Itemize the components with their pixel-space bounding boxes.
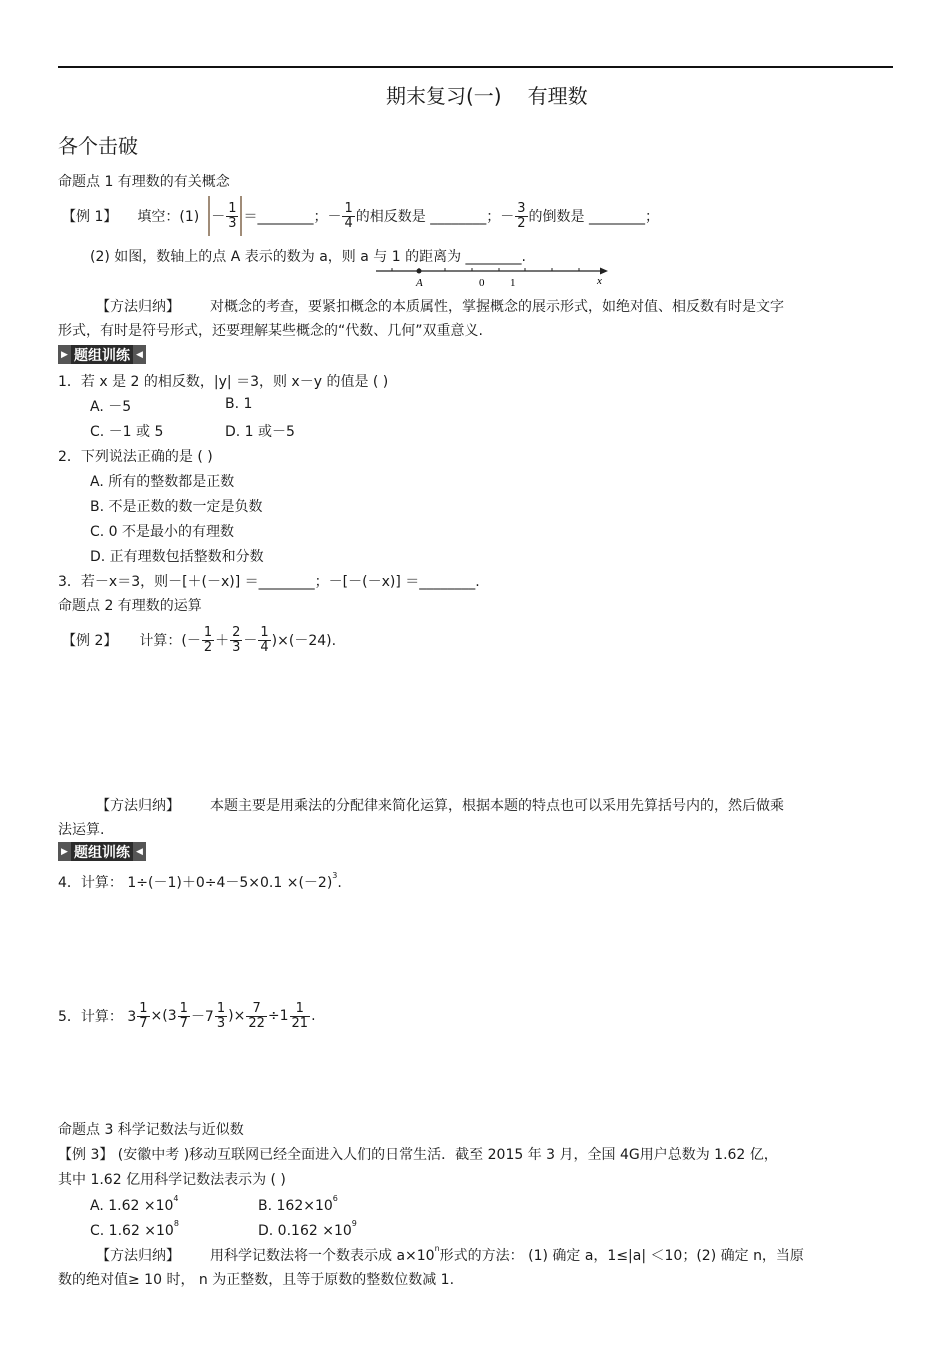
label-one: 1 bbox=[510, 277, 516, 289]
label-a: A bbox=[416, 277, 423, 289]
method-1-line-1 bbox=[96, 296, 784, 316]
method-1-label: 【方法归纳】 bbox=[96, 299, 180, 315]
abs-bar-right bbox=[240, 196, 242, 236]
abs-bar-left bbox=[208, 196, 210, 236]
fraction-one-half: $\frac{1}{2}$ bbox=[203, 624, 213, 655]
fraction-one-third: $\frac{1}{3}$ bbox=[228, 200, 237, 231]
fraction-seven-22nds: $\frac{7}{22}$ bbox=[248, 1000, 265, 1031]
fraction-one-21st: $\frac{1}{21}$ bbox=[291, 1000, 309, 1031]
label-zero: 0 bbox=[479, 277, 485, 289]
question-4-text: 4．计算： 1÷(－1)＋0÷4－5×0.1 ×(－2) bbox=[58, 875, 333, 891]
method-3-label: 【方法归纳】 bbox=[96, 1248, 180, 1264]
method-1-text-1: 对概念的考查，要紧扣概念的本质属性，掌握概念的展示形式，如绝对值、相反数有时是文字 bbox=[210, 299, 784, 315]
exercise-group-badge-1 bbox=[58, 345, 146, 364]
exercise-group-badge-2 bbox=[58, 842, 146, 861]
question-5-mid-4: ÷1 bbox=[267, 1008, 289, 1024]
topic-3-heading: 命题点 3 科学记数法与近似数 bbox=[58, 1122, 244, 1138]
example-1-part-c: 的倒数是 ________； bbox=[528, 209, 659, 225]
question-5-end: . bbox=[311, 1008, 316, 1024]
fraction-one-third-2: $\frac{1}{3}$ bbox=[216, 1000, 226, 1031]
badge-left-arrow-icon: ▶ bbox=[58, 842, 71, 861]
method-3-text-1a: 用科学记数法将一个数表示成 a×10 bbox=[210, 1248, 435, 1264]
example-3-option-b: B. $162\times 10^6$ bbox=[258, 1194, 338, 1214]
question-5-mid-1: ×(3 bbox=[150, 1008, 177, 1024]
example-3-option-a: A. $1.62 \times 10^4$ bbox=[90, 1194, 179, 1214]
question-5-lead: 5．计算： 3 bbox=[58, 1009, 137, 1025]
example-1-part-a: ＝________；－ bbox=[243, 209, 342, 225]
badge-left-arrow-icon: ▶ bbox=[58, 345, 71, 364]
example-3-option-c: C. $1.62 \times 10^8$ bbox=[90, 1219, 179, 1239]
topic-2-heading: 命题点 2 有理数的运算 bbox=[58, 598, 202, 614]
title-main: 期末复习(一) bbox=[386, 84, 502, 108]
question-4-end: . bbox=[337, 875, 342, 891]
example-1-label: 【例 1】 bbox=[62, 209, 118, 225]
fraction-one-seventh: $\frac{1}{7}$ bbox=[139, 1000, 148, 1031]
badge-label: 题组训练 bbox=[71, 345, 133, 364]
example-3-line-2: 其中 1.62 亿用科学记数法表示为 ( ) bbox=[58, 1172, 286, 1188]
question-2-option-b: B. 不是正数的数一定是负数 bbox=[90, 499, 263, 515]
label-x: x bbox=[597, 275, 602, 287]
fraction-two-thirds: $\frac{2}{3}$ bbox=[232, 624, 241, 655]
method-1-line-2: 形式，有时是符号形式，还要理解某些概念的“代数、几何”双重意义. bbox=[58, 323, 483, 339]
page-title bbox=[386, 80, 588, 109]
question-1-option-c: C. －1 或 5 bbox=[90, 424, 164, 440]
question-1-stem: 1．若 x 是 2 的相反数，|y| ＝3，则 x－y 的值是 ( ) bbox=[58, 374, 389, 390]
badge-right-arrow-icon: ◀ bbox=[133, 842, 146, 861]
question-2-stem: 2．下列说法正确的是 ( ) bbox=[58, 449, 213, 465]
method-3-exponent: n bbox=[434, 1244, 440, 1253]
fraction-three-halves: $\frac{3}{2}$ bbox=[517, 200, 526, 231]
method-3-line-1 bbox=[96, 1244, 804, 1265]
method-3-text-1b: 形式的方法： (1) 确定 a，1≤|a| ＜10；(2) 确定 n，当原 bbox=[439, 1248, 804, 1264]
question-3: 3．若－x＝3，则－[＋(－x)] ＝________；－[－(－x)] ＝________. bbox=[58, 574, 480, 590]
badge-right-arrow-icon: ◀ bbox=[133, 345, 146, 364]
topic-1-heading: 命题点 1 有理数的有关概念 bbox=[58, 174, 230, 190]
question-2-option-c: C. 0 不是最小的有理数 bbox=[90, 524, 235, 540]
fraction-one-seventh-2: $\frac{1}{7}$ bbox=[179, 1000, 188, 1031]
question-5-mid-3: )× bbox=[228, 1008, 246, 1024]
question-1-option-b: B. 1 bbox=[225, 396, 253, 412]
plus-sign: ＋ bbox=[215, 633, 230, 649]
question-4 bbox=[58, 871, 342, 892]
method-2-line-1 bbox=[96, 795, 784, 815]
question-2-option-d: D. 正有理数包括整数和分数 bbox=[90, 549, 264, 565]
example-3-option-d: D. $0.162 \times 10^9$ bbox=[258, 1219, 357, 1239]
fraction-one-quarter-2: $\frac{1}{4}$ bbox=[260, 624, 269, 655]
question-2-option-a: A. 所有的整数都是正数 bbox=[90, 474, 235, 490]
example-2-tail: )×(－24). bbox=[271, 633, 337, 649]
method-2-label: 【方法归纳】 bbox=[96, 798, 180, 814]
section-heading: 各个击破 bbox=[58, 134, 138, 158]
badge-label: 题组训练 bbox=[71, 842, 133, 861]
minus-sign: － bbox=[243, 633, 258, 649]
question-1-option-a: A. －5 bbox=[90, 399, 132, 415]
method-2-text-1: 本题主要是用乘法的分配律来简化运算，根据本题的特点也可以采用先算括号内的，然后做乘 bbox=[210, 798, 784, 814]
example-2-label: 【例 2】 bbox=[62, 633, 118, 649]
example-3-line-1: 【例 3】 (安徽中考 )移动互联网已经全面进入人们的日常生活．截至 2015 年 3 月，全国 4G用户总数为 1.62 亿， bbox=[58, 1147, 778, 1163]
method-2-line-2: 法运算. bbox=[58, 822, 105, 838]
question-5-mid-2: －7 bbox=[190, 1009, 214, 1025]
top-rule bbox=[58, 66, 893, 68]
question-1-option-d: D. 1 或－5 bbox=[225, 424, 295, 440]
question-5 bbox=[58, 996, 316, 1036]
example-1-part-b: 的相反数是 ________；－ bbox=[355, 209, 515, 225]
example-1-fill: 填空：(1) bbox=[137, 209, 200, 225]
example-1-part-2: (2) 如图，数轴上的点 A 表示的数为 a，则 a 与 1 的距离为 ________. bbox=[90, 249, 526, 265]
title-sub: 有理数 bbox=[527, 84, 588, 108]
number-line-arrow bbox=[600, 268, 608, 275]
example-2-calc: 计算：(－ bbox=[139, 633, 201, 649]
number-line bbox=[372, 263, 612, 289]
example-2-line bbox=[62, 620, 336, 660]
question-4-exponent: 3 bbox=[332, 871, 338, 880]
method-3-line-2: 数的绝对值≥ 10 时， n 为正整数，且等于原数的整数位数减 1. bbox=[58, 1272, 455, 1288]
fraction-one-quarter: $\frac{1}{4}$ bbox=[344, 200, 353, 231]
fraction-sign: － bbox=[211, 209, 226, 225]
point-a-dot bbox=[417, 269, 422, 274]
example-1-line bbox=[62, 196, 659, 236]
